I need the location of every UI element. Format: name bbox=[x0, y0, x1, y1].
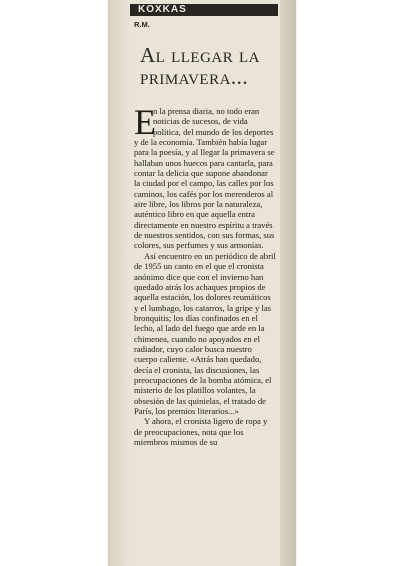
article-body bbox=[134, 102, 276, 447]
clipping-left-shadow bbox=[108, 0, 130, 566]
clipping-right-shadow bbox=[280, 0, 296, 566]
section-label: KOXKAS bbox=[138, 4, 187, 15]
article-headline: Al llegar la primavera... bbox=[140, 43, 260, 89]
paragraph-2: Así encuentro en un periódico de abril de 1955 un canto en el que el cronista anónimo dice que con el invierno han quedado atrás los achaques propios de aquella estación, los dolores reumáticos y el lumbago, los catarros, la gripe y las bronquitis; los días confinados en el lecho, al lado del fuego que arde en la chimenea, cuando no apoyados en el radiador, cuyo calor busca nuestro cuerpo caliente. «Atrás han quedado, decía el cronista, las discusiones, las preocupaciones de la bomba atómica, el misterio de los platillos volantes, la obsesión de las quinielas, el tratado de París, los premios literarios...» bbox=[134, 250, 276, 416]
paragraph-1: n la prensa diaria, no todo eran noticias de sucesos, de vida política, del mundo de los deportes y de la economía. También había lugar para la poesía, y al llegar la primavera se hallaban unos huecos para cantarla, para contar la delicia que supone abandonar la ciudad por el campo, las calles por los caminos, los cafés por los merenderos al aire libre, los libros por la naturaleza, auténtico libro en que aquella entra directamente en nuestro espíritu a través de nuestros sentidos, con sus formas, sus colores, sus perfumes y sus armonías. bbox=[134, 106, 275, 251]
paragraph-3: Y ahora, el cronista ligero de ropa y de preocupaciones, nota que los miembros mismos de su bbox=[134, 416, 268, 447]
author-initials: R.M. bbox=[134, 20, 150, 29]
drop-cap: E bbox=[134, 102, 156, 142]
